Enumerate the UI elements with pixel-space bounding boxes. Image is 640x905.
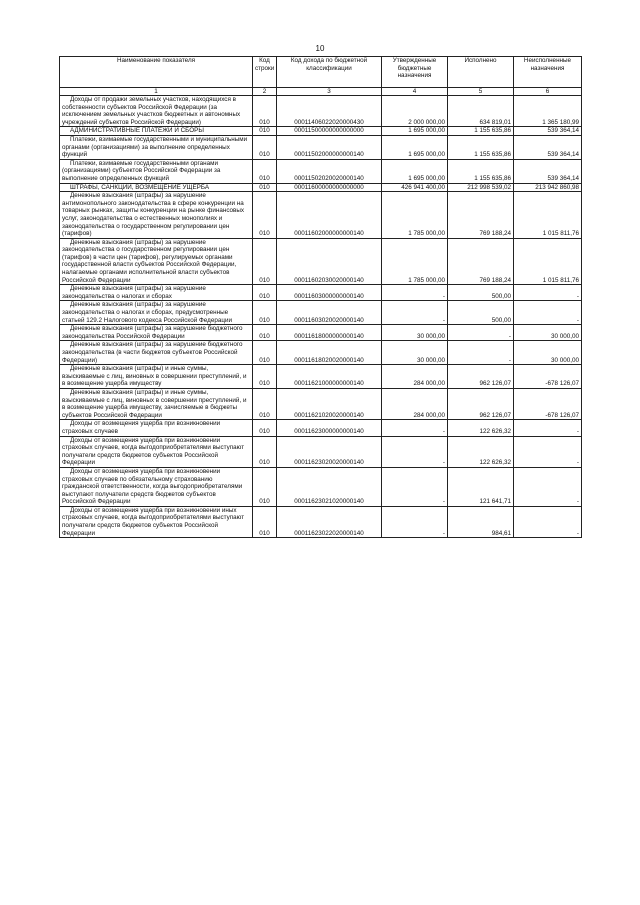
header-number: 5 <box>448 88 514 96</box>
row-code-cell: 010 <box>253 285 277 301</box>
row-name-text: Доходы от возмещения ущерба при возникновении страховых случаев <box>62 420 221 435</box>
row-approved-cell: 284 000,00 <box>382 388 448 419</box>
header-executed: Исполнено <box>448 57 514 88</box>
row-name-cell <box>60 420 253 436</box>
row-name-text: Платежи, взимаемые государственными и муниципальными органами (организациями) за выполнение определенных функций <box>62 135 248 159</box>
row-executed-cell: 769 188,24 <box>448 192 514 239</box>
row-name-text: ШТРАФЫ, САНКЦИИ, ВОЗМЕЩЕНИЕ УЩЕРБА <box>70 183 210 191</box>
row-code-cell: 010 <box>253 238 277 285</box>
row-name-text: Доходы от продажи земельных участков, находящихся в собственности субъектов Российской Федерации (за исключением земельных участков бюджетных и автономных учреждений субъектов Российской Федерации) <box>62 96 241 126</box>
row-approved-cell: 30 000,00 <box>382 341 448 365</box>
row-approved-cell: - <box>382 420 448 436</box>
table-row <box>60 159 582 183</box>
header-number: 4 <box>382 88 448 96</box>
row-executed-cell: 1 155 635,86 <box>448 135 514 159</box>
row-unexecuted-cell: 30 000,00 <box>514 341 582 365</box>
row-unexecuted-cell: - <box>514 467 582 506</box>
table-row <box>60 135 582 159</box>
page-number: 10 <box>315 44 325 53</box>
table-row <box>60 506 582 537</box>
header-kbk: Код дохода по бюджетной классификации <box>277 57 382 88</box>
table-row <box>60 301 582 325</box>
row-name-cell <box>60 301 253 325</box>
row-code-cell: 010 <box>253 301 277 325</box>
row-name-text: Денежные взыскания (штрафы) за нарушение антимонопольного законодательства в сфере конкуренции на товарных рынках, защиты конкуренции на рынке финансовых услуг, законодательства о естественных монополиях и законодательства о государственном регулировании цен (тарифов) <box>62 192 245 238</box>
row-name-cell <box>60 506 253 537</box>
row-code-cell: 010 <box>253 183 277 192</box>
row-code-cell: 010 <box>253 159 277 183</box>
row-name-cell <box>60 192 253 239</box>
row-executed-cell: 984,61 <box>448 506 514 537</box>
header-unexecuted: Неисполненные назначения <box>514 57 582 88</box>
row-executed-cell: - <box>448 341 514 365</box>
row-name-cell <box>60 436 253 467</box>
row-unexecuted-cell: 1 015 811,76 <box>514 238 582 285</box>
row-approved-cell: - <box>382 436 448 467</box>
row-executed-cell: 1 155 635,86 <box>448 159 514 183</box>
row-name-cell <box>60 285 253 301</box>
row-kbk-cell: 00011618020020000140 <box>277 341 382 365</box>
row-approved-cell: - <box>382 506 448 537</box>
row-name-cell <box>60 159 253 183</box>
header-name: Наименование показателя <box>60 57 253 88</box>
row-approved-cell: 1 695 000,00 <box>382 159 448 183</box>
row-unexecuted-cell: 539 364,14 <box>514 135 582 159</box>
row-name-text: Денежные взыскания (штрафы) за нарушение законодательства о налогах и сборах, предусмотренные статьей 129.2 Налогового кодекса Российской Федерации <box>62 301 232 324</box>
row-code-cell: 010 <box>253 388 277 419</box>
header-code: Код строки <box>253 57 277 88</box>
row-unexecuted-cell: 1 015 811,76 <box>514 192 582 239</box>
row-kbk-cell: 00011621000000000140 <box>277 365 382 389</box>
table-row <box>60 285 582 301</box>
header-number: 3 <box>277 88 382 96</box>
table-row <box>60 127 582 136</box>
row-approved-cell: 284 000,00 <box>382 365 448 389</box>
row-code-cell: 010 <box>253 135 277 159</box>
row-name-text: Денежные взыскания (штрафы) и иные суммы, взыскиваемые с лиц, виновных в совершении преступлений, и в возмещение ущерба имуществу, зачисляемые в бюджеты субъектов Российской Федерации <box>62 388 247 419</box>
row-kbk-cell: 00011623020020000140 <box>277 436 382 467</box>
table-row <box>60 467 582 506</box>
row-approved-cell: 1 695 000,00 <box>382 135 448 159</box>
row-approved-cell: 1 785 000,00 <box>382 238 448 285</box>
row-name-text: Денежные взыскания (штрафы) и иные суммы, взыскиваемые с лиц, виновных в совершении преступлений, и в возмещение ущерба имуществу <box>62 365 247 388</box>
row-name-cell <box>60 365 253 389</box>
row-name-text: Доходы от возмещения ущерба при возникновении страховых случаев по обязательному страхованию гражданской ответственности, когда выгодоприобретателями выступают получатели средств бюджетов субъектов Российской Федерации <box>62 467 243 506</box>
table-row <box>60 183 582 192</box>
table-row <box>60 365 582 389</box>
row-name-cell <box>60 388 253 419</box>
row-approved-cell: 2 000 000,00 <box>382 96 448 127</box>
row-name-text: Денежные взыскания (штрафы) за нарушение законодательства о налогах и сборах <box>62 285 206 300</box>
table-row <box>60 96 582 127</box>
row-executed-cell: 122 626,32 <box>448 420 514 436</box>
row-kbk-cell: 00011623022020000140 <box>277 506 382 537</box>
row-name-cell <box>60 467 253 506</box>
row-kbk-cell: 00011623000000000140 <box>277 420 382 436</box>
row-code-cell: 010 <box>253 467 277 506</box>
row-code-cell: 010 <box>253 325 277 341</box>
table-row <box>60 238 582 285</box>
row-kbk-cell: 00011602030020000140 <box>277 238 382 285</box>
table-row <box>60 192 582 239</box>
table-row <box>60 325 582 341</box>
row-executed-cell: - <box>448 325 514 341</box>
row-executed-cell: 962 126,07 <box>448 388 514 419</box>
row-approved-cell: 30 000,00 <box>382 325 448 341</box>
table-row <box>60 341 582 365</box>
row-name-cell <box>60 96 253 127</box>
row-executed-cell: 500,00 <box>448 285 514 301</box>
row-name-text: АДМИНИСТРАТИВНЫЕ ПЛАТЕЖИ И СБОРЫ <box>70 127 204 135</box>
row-kbk-cell: 00011602000000000140 <box>277 192 382 239</box>
budget-execution-table <box>59 56 582 538</box>
row-unexecuted-cell: -678 126,07 <box>514 365 582 389</box>
row-approved-cell: 1 695 000,00 <box>382 127 448 136</box>
row-kbk-cell: 00011600000000000000 <box>277 183 382 192</box>
row-executed-cell: 962 126,07 <box>448 365 514 389</box>
row-name-text: Платежи, взимаемые государственными органами (организациями) субъектов Российской Федерации за выполнение определенных функций <box>62 159 221 182</box>
row-kbk-cell: 00011502000000000140 <box>277 135 382 159</box>
header-approved: Утвержденные бюджетные назначения <box>382 57 448 88</box>
table-row <box>60 388 582 419</box>
row-approved-cell: - <box>382 301 448 325</box>
row-code-cell: 010 <box>253 192 277 239</box>
row-name-text: Денежные взыскания (штрафы) за нарушение бюджетного законодательства Российской Федерации <box>62 325 243 340</box>
row-executed-cell: 769 188,24 <box>448 238 514 285</box>
header-number: 2 <box>253 88 277 96</box>
row-code-cell: 010 <box>253 365 277 389</box>
table-row <box>60 420 582 436</box>
row-code-cell: 010 <box>253 341 277 365</box>
table-row <box>60 436 582 467</box>
row-executed-cell: 1 155 635,86 <box>448 127 514 136</box>
row-unexecuted-cell: 1 365 180,99 <box>514 96 582 127</box>
row-code-cell: 010 <box>253 127 277 136</box>
row-approved-cell: - <box>382 467 448 506</box>
row-executed-cell: 212 998 539,02 <box>448 183 514 192</box>
row-kbk-cell: 00011603020020000140 <box>277 301 382 325</box>
row-name-cell <box>60 127 253 136</box>
row-name-cell <box>60 325 253 341</box>
row-name-text: Доходы от возмещения ущерба при возникновении иных страховых случаев, когда выгодоприобретателями выступают получатели средств бюджетов субъектов Российской Федерации <box>62 506 245 537</box>
row-kbk-cell: 00011621020020000140 <box>277 388 382 419</box>
row-approved-cell: 426 941 400,00 <box>382 183 448 192</box>
row-unexecuted-cell: 213 942 860,98 <box>514 183 582 192</box>
row-unexecuted-cell: 30 000,00 <box>514 325 582 341</box>
row-name-text: Денежные взыскания (штрафы) за нарушение законодательства о государственном регулировании цен (тарифов) в части цен (тарифов), регулируемых органами государственной власти субъектов Российской Федерации, налагаемые органами исполнительной власти субъектов Российской Федерации <box>62 238 237 284</box>
row-unexecuted-cell: - <box>514 285 582 301</box>
row-approved-cell: - <box>382 285 448 301</box>
row-unexecuted-cell: - <box>514 436 582 467</box>
row-unexecuted-cell: - <box>514 506 582 537</box>
row-unexecuted-cell: - <box>514 301 582 325</box>
header-number: 6 <box>514 88 582 96</box>
row-kbk-cell: 00011406022020000430 <box>277 96 382 127</box>
row-code-cell: 010 <box>253 96 277 127</box>
row-code-cell: 010 <box>253 506 277 537</box>
row-executed-cell: 121 641,71 <box>448 467 514 506</box>
row-name-cell <box>60 135 253 159</box>
row-code-cell: 010 <box>253 420 277 436</box>
row-unexecuted-cell: 539 364,14 <box>514 159 582 183</box>
row-name-cell <box>60 183 253 192</box>
row-name-text: Доходы от возмещения ущерба при возникновении страховых случаев, когда выгодоприобретателями выступают получатели средств бюджетов субъектов Российской Федерации <box>62 436 245 467</box>
row-kbk-cell: 00011502020020000140 <box>277 159 382 183</box>
row-name-text: Денежные взыскания (штрафы) за нарушение бюджетного законодательства (в части бюджетов субъектов Российской Федерации) <box>62 341 243 364</box>
row-unexecuted-cell: -678 126,07 <box>514 388 582 419</box>
row-name-cell <box>60 238 253 285</box>
row-kbk-cell: 00011500000000000000 <box>277 127 382 136</box>
row-kbk-cell: 00011603000000000140 <box>277 285 382 301</box>
row-name-cell <box>60 341 253 365</box>
row-kbk-cell: 00011623021020000140 <box>277 467 382 506</box>
row-executed-cell: 122 626,32 <box>448 436 514 467</box>
row-unexecuted-cell: 539 364,14 <box>514 127 582 136</box>
row-executed-cell: 634 819,01 <box>448 96 514 127</box>
row-code-cell: 010 <box>253 436 277 467</box>
header-number: 1 <box>60 88 253 96</box>
row-kbk-cell: 00011618000000000140 <box>277 325 382 341</box>
row-unexecuted-cell: - <box>514 420 582 436</box>
row-approved-cell: 1 785 000,00 <box>382 192 448 239</box>
row-executed-cell: 500,00 <box>448 301 514 325</box>
